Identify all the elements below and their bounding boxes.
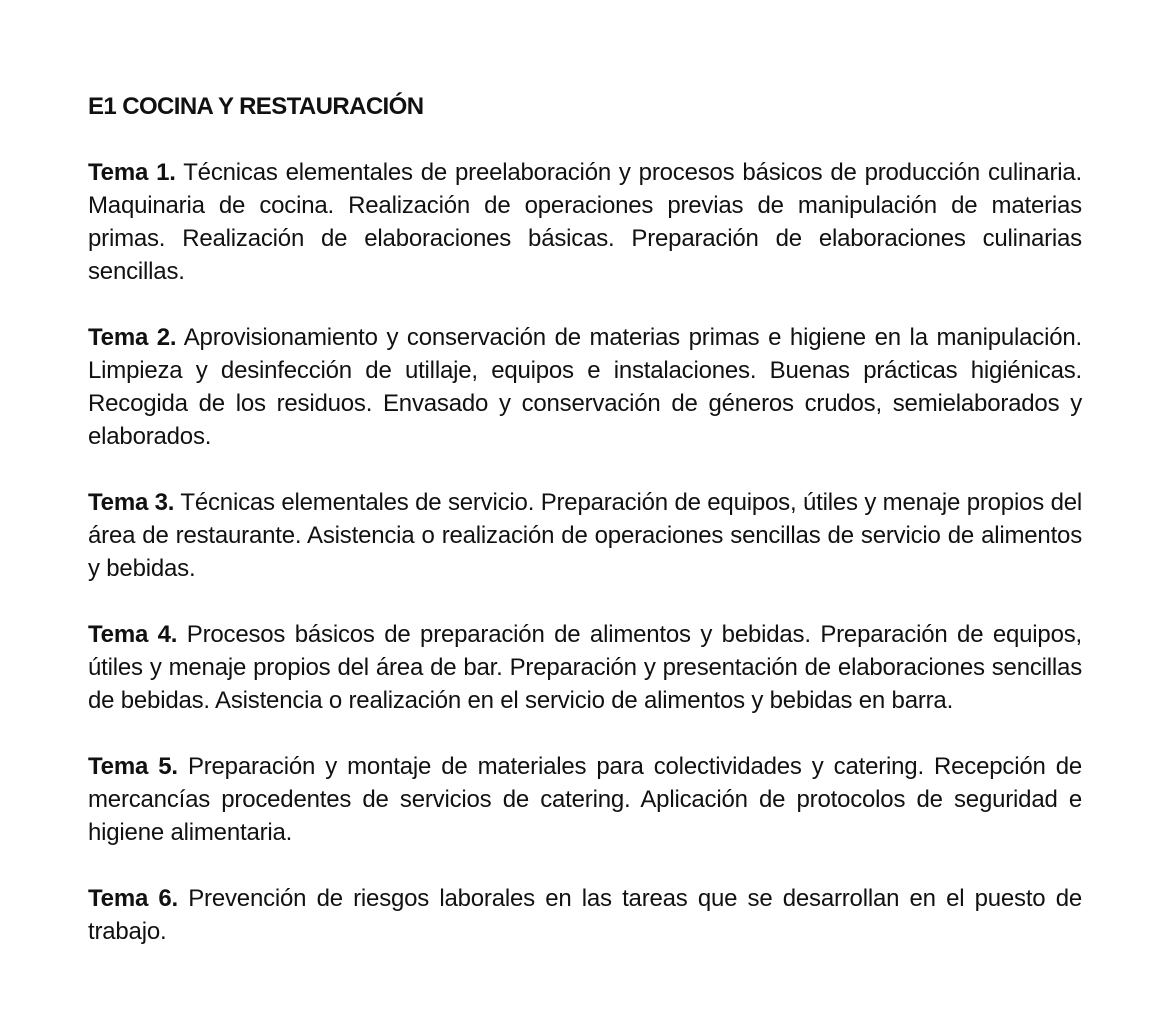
topic-text: Preparación y montaje de materiales para colectividades y catering. Recepción de mercancías procedentes de servicios de catering. Aplicación de protocolos de seguridad e higiene alimentaria. [88,753,1083,846]
document-page [88,90,1082,981]
topic-label: Tema 4. [88,621,178,648]
topic-paragraph [88,486,1082,585]
topic-text: Procesos básicos de preparación de alimentos y bebidas. Preparación de equipos, útiles y menaje propios del área de bar. Preparación y presentación de elaboraciones sencillas de bebidas. Asistencia o realización en el servicio de alimentos y bebidas en barra. [88,621,1082,714]
topic-label: Tema 1. [88,159,176,186]
topic-text: Técnicas elementales de preelaboración y procesos básicos de producción culinaria. Maquinaria de cocina. Realización de operaciones previas de manipulación de materias primas. Realización de elaboraciones básicas. Preparación de elaboraciones culinarias sencillas. [88,159,1082,285]
topic-paragraph [88,156,1082,288]
topic-text: Aprovisionamiento y conservación de materias primas e higiene en la manipulación. Limpieza y desinfección de utillaje, equipos e instalaciones. Buenas prácticas higiénicas. Recogida de los residuos. Envasado y conservación de géneros crudos, semielaborados y elaborados. [88,324,1082,450]
topic-label: Tema 2. [88,324,177,351]
topic-paragraph [88,618,1082,717]
topic-label: Tema 6. [88,885,178,912]
topic-label: Tema 3. [88,489,175,516]
topic-label: Tema 5. [88,753,178,780]
topic-text: Técnicas elementales de servicio. Preparación de equipos, útiles y menaje propios del área de restaurante. Asistencia o realización de operaciones sencillas de servicio de alimentos y bebidas. [88,489,1082,582]
topic-paragraph [88,750,1082,849]
topic-text: Prevención de riesgos laborales en las tareas que se desarrollan en el puesto de trabajo. [88,885,1083,945]
topic-paragraph [88,882,1082,948]
document-title: E1 COCINA Y RESTAURACIÓN [88,93,424,120]
topic-paragraph [88,321,1082,453]
